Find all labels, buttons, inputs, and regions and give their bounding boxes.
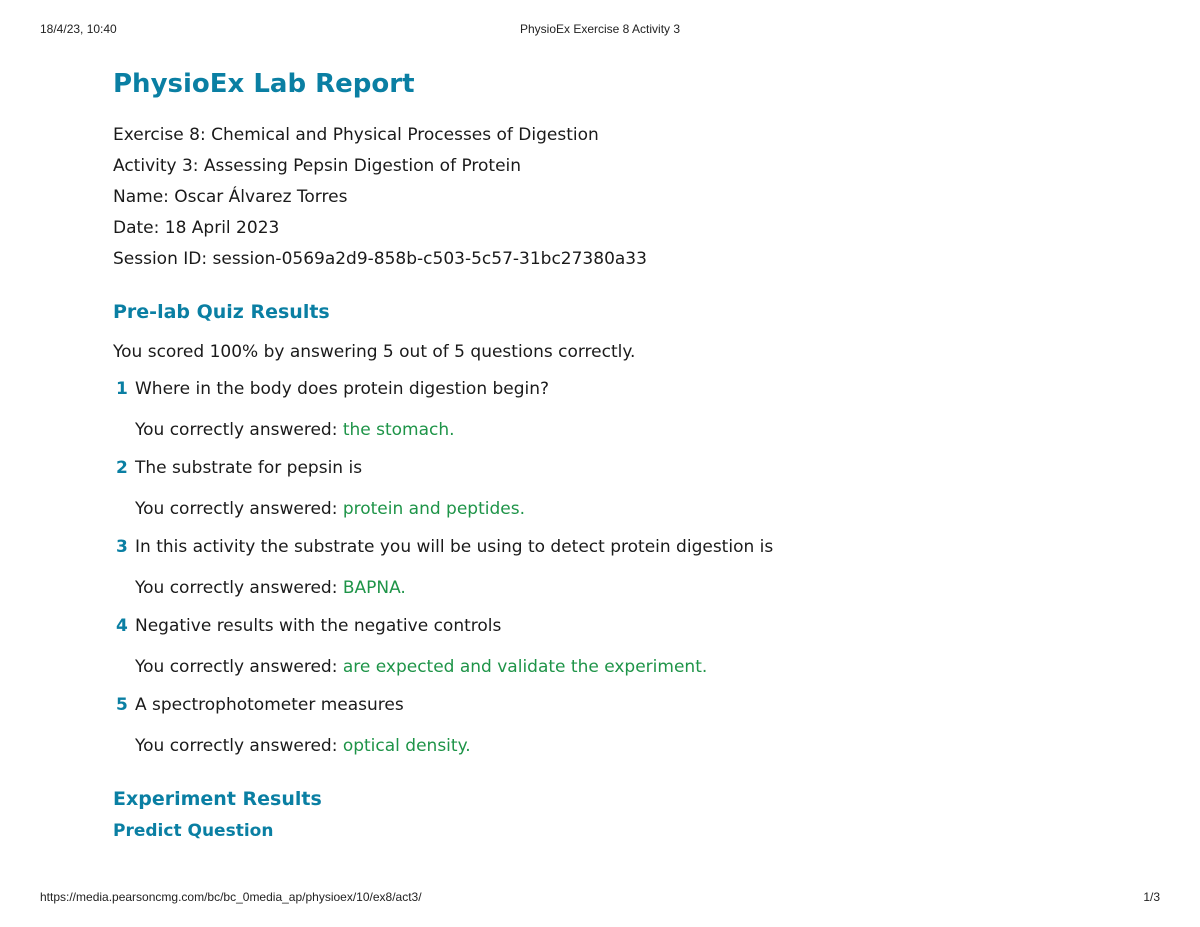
question-number: 4: [116, 616, 128, 636]
page-number: 1/3: [1143, 890, 1160, 904]
prelab-heading: Pre-lab Quiz Results: [113, 301, 330, 323]
question-number: 5: [116, 695, 128, 715]
question-text: Negative results with the negative controls: [135, 616, 502, 636]
quiz-question: [113, 375, 1113, 444]
question-text: The substrate for pepsin is: [135, 458, 363, 478]
answer-prefix: You correctly answered:: [135, 578, 343, 598]
quiz-question: [113, 691, 1113, 760]
print-page-title: PhysioEx Exercise 8 Activity 3: [519, 22, 681, 36]
question-number: 1: [116, 379, 128, 399]
report-meta: [113, 120, 1113, 275]
answer-line: [113, 495, 1113, 523]
answer-prefix: You correctly answered:: [135, 657, 343, 677]
answer-text: are expected and validate the experiment.: [342, 657, 708, 677]
question-number: 2: [116, 458, 128, 478]
answer-text: BAPNA.: [342, 578, 406, 598]
session-id-line: Session ID: session-0569a2d9-858b-c503-5c57-31bc27380a33: [113, 249, 647, 269]
answer-line: [113, 732, 1113, 760]
question-text: Where in the body does protein digestion begin?: [135, 379, 550, 399]
lab-report: [113, 64, 1113, 844]
answer-text: protein and peptides.: [342, 499, 525, 519]
print-footer: [0, 890, 1200, 906]
activity-line: Activity 3: Assessing Pepsin Digestion of Protein: [113, 156, 522, 176]
question-text: In this activity the substrate you will be using to detect protein digestion is: [135, 537, 774, 557]
answer-prefix: You correctly answered:: [135, 420, 343, 440]
print-datetime: 18/4/23, 10:40: [40, 22, 117, 36]
answer-line: [113, 574, 1113, 602]
name-line: Name: Oscar Álvarez Torres: [113, 187, 348, 207]
question-number: 3: [116, 537, 128, 557]
quiz-score: You scored 100% by answering 5 out of 5 questions correctly.: [113, 342, 636, 362]
answer-prefix: You correctly answered:: [135, 736, 343, 756]
answer-line: [113, 416, 1113, 444]
report-title: PhysioEx Lab Report: [113, 69, 415, 99]
answer-text: the stomach.: [342, 420, 455, 440]
answer-line: [113, 653, 1113, 681]
answer-prefix: You correctly answered:: [135, 499, 343, 519]
exercise-line: Exercise 8: Chemical and Physical Processes of Digestion: [113, 125, 599, 145]
quiz-question: [113, 533, 1113, 602]
answer-text: optical density.: [342, 736, 471, 756]
date-line: Date: 18 April 2023: [113, 218, 280, 238]
page-url: https://media.pearsoncmg.com/bc/bc_0media_ap/physioex/10/ex8/act3/: [40, 890, 422, 904]
experiment-heading: Experiment Results: [113, 788, 322, 810]
quiz-question: [113, 612, 1113, 681]
predict-question-heading: Predict Question: [113, 821, 274, 841]
question-text: A spectrophotometer measures: [135, 695, 404, 715]
quiz-question: [113, 454, 1113, 523]
print-header: [0, 22, 1200, 38]
